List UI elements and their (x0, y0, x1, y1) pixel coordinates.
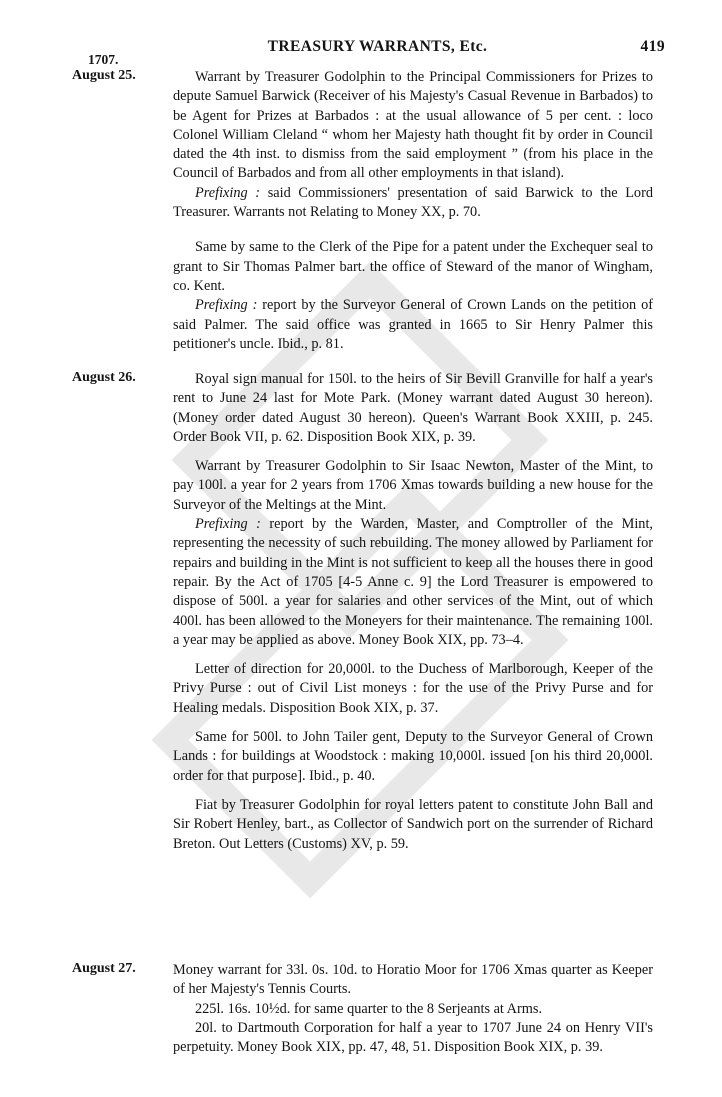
year-heading: 1707. (88, 52, 119, 67)
prefixing-label: Prefixing : (195, 184, 261, 201)
entry-paragraph: Warrant by Treasurer Godolphin to Sir Isaac Newton, Master of the Mint, to pay 100l. a year for 2 years from 1706 Xmas towards building a new house for the Surveyor of the Meltings at the Mint. (173, 458, 653, 513)
entry-paragraph: Letter of direction for 20,000l. to the Duchess of Marlborough, Keeper of the Privy Purse : out of Civil List moneys : for the use of the Privy Purse and for Healing medals. Disposition Book XIX, p. 37. (173, 661, 653, 716)
entry-block (173, 238, 653, 354)
entry-block (173, 457, 653, 650)
prefixing-paragraph (173, 515, 653, 650)
entry-paragraph: Same for 500l. to John Tailer gent, Deputy to the Surveyor General of Crown Lands : for buildings at Woodstock : making 10,000l. issued [on his third 20,000l. order for that purpose]. Ibid., p. 40. (173, 729, 653, 784)
prefixing-paragraph (173, 296, 653, 354)
entry-paragraph: Same by same to the Clerk of the Pipe for a patent under the Exchequer seal to grant to Sir Thomas Palmer bart. the office of Steward of the manor of Wingham, co. Kent. (173, 239, 653, 294)
entry-block (173, 68, 653, 222)
prefixing-text: said Commissioners' presentation of said Barwick to the Lord Treasurer. Warrants not Relating to Money XX, p. 70. (173, 184, 653, 221)
entry-body (173, 370, 653, 854)
entry-block (173, 728, 653, 786)
entry-line: 20l. to Dartmouth Corporation for half a year to 1707 June 24 on Henry VII's perpetuity. Money Book XIX, pp. 47, 48, 51. Disposition Book XIX, p. 39. (173, 1019, 653, 1056)
entry-body (173, 68, 653, 354)
entry-paragraph: Fiat by Treasurer Godolphin for royal letters patent to constitute John Ball and Sir Robert Henley, bart., as Collector of Sandwich port on the surrender of Richard Breton. Out Letters (Customs) XV, p. 59. (173, 796, 653, 852)
prefixing-paragraph (173, 184, 653, 223)
entry-paragraph: Warrant by Treasurer Godolphin to the Principal Commissioners for Prizes to depute Samuel Barwick (Receiver of his Majesty's Casual Revenue in Barbados) to be Agent for Prizes at Barbados : at the usual allowance of 5 per cent. : loco Colonel William Cleland “ whom her Majesty hath thought fit by order in Council dated the 4th inst. to dismiss from the said employment ” (from his place in the Council of Barbados and from all other employments in that island). (173, 69, 653, 182)
entry-date: August 27. (72, 961, 136, 976)
entry-date: August 26. (72, 370, 136, 385)
entry-date: August 25. (72, 68, 136, 83)
entry-block (173, 961, 653, 1057)
prefixing-label: Prefixing : (195, 297, 258, 314)
entry-paragraph: Royal sign manual for 150l. to the heirs of Sir Bevill Granville for half a year's rent to June 24 last for Mote Park. (Money warrant dated August 30 hereon). (Money order dated August 30 hereon). Queen's Warrant Book XXIII, p. 245. Order Book VII, p. 62. Disposition Book XIX, p. 39. (173, 371, 653, 445)
page-number: 419 (640, 38, 665, 55)
entry-block (173, 796, 653, 854)
entry-block (173, 660, 653, 718)
prefixing-text: report by the Surveyor General of Crown Lands on the petition of said Palmer. The said office was granted in 1665 to Sir Henry Palmer this petitioner's uncle. Ibid., p. 81. (173, 297, 654, 352)
entry-paragraph: Money warrant for 33l. 0s. 10d. to Horatio Moor for 1706 Xmas quarter as Keeper of her Majesty's Tennis Courts. (173, 962, 653, 998)
entry-line: 225l. 16s. 10½d. for same quarter to the 8 Serjeants at Arms. (195, 1000, 543, 1017)
entry-body (173, 961, 653, 1057)
prefixing-text: report by the Warden, Master, and Comptroller of the Mint, representing the necessity of such rebuilding. The money allowed by Parliament for repairs and building in the Mint is not sufficient to keep all the houses there in good repair. By the Act of 1705 [4-5 Anne c. 9] the Lord Treasurer is empowered to dispose of 500l. a year for salaries and other services of the Mint, out of which 400l. has been allowed to the Moneyers for their maintenance. The remaining 100l. a year may be applied as above. Money Book XIX, pp. 73–4. (173, 516, 654, 648)
prefixing-label: Prefixing : (195, 516, 261, 533)
running-title: TREASURY WARRANTS, Etc. (267, 38, 488, 55)
entry-block (173, 370, 653, 447)
